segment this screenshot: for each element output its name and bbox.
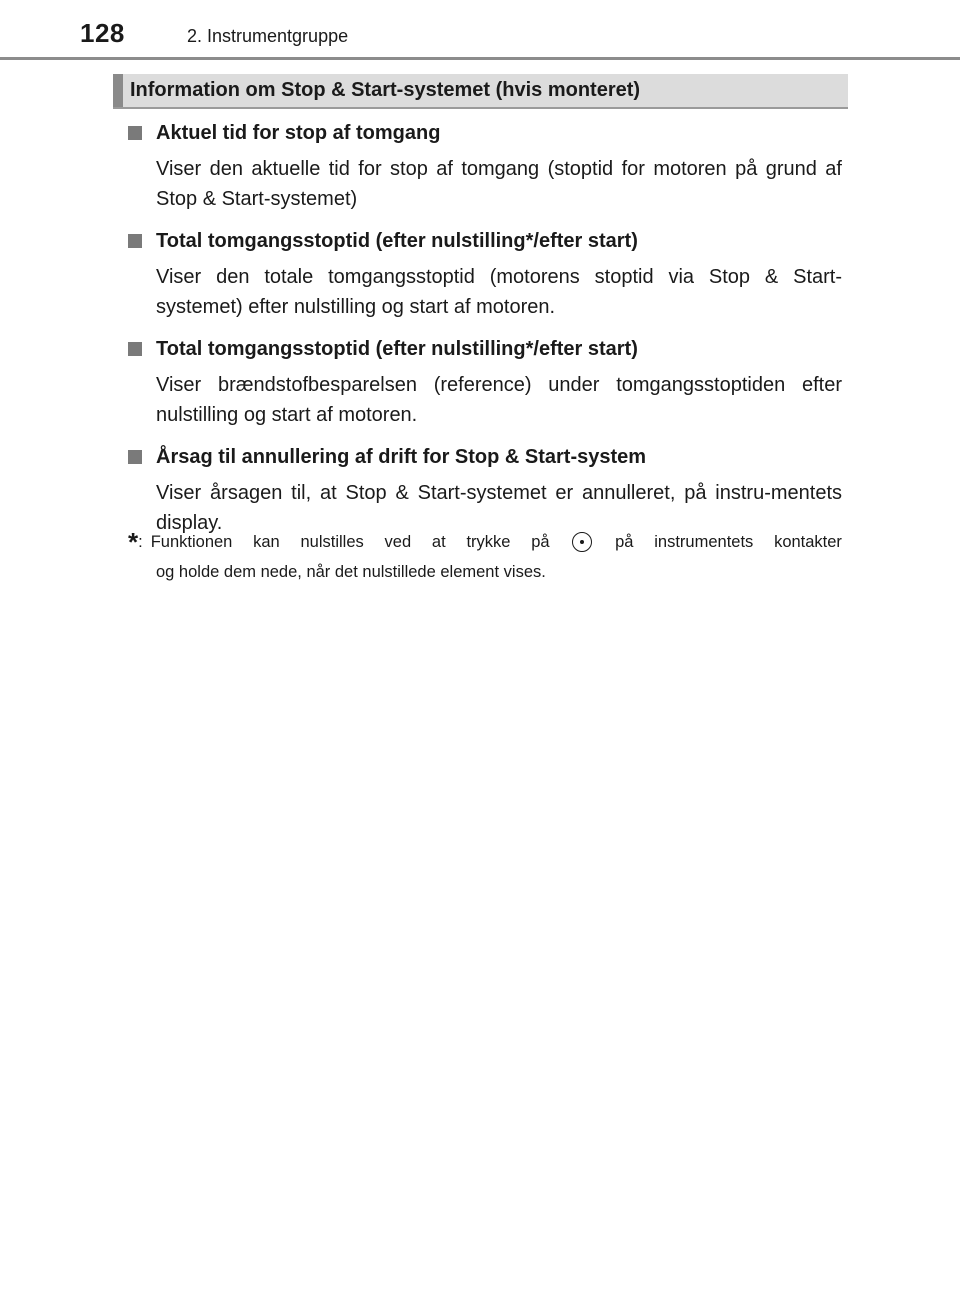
footnote-word: nulstilles (300, 533, 364, 551)
footnote-word: ved (384, 533, 412, 551)
square-bullet-icon (128, 450, 142, 464)
dial-button-icon (572, 532, 592, 552)
square-bullet-icon (128, 234, 142, 248)
entry-heading (128, 118, 842, 148)
entry-heading-text: Årsag til annullering af drift for Stop & Start-system (156, 446, 647, 468)
page-header (0, 0, 960, 60)
page-number: 128 (80, 18, 125, 48)
section-title: Information om Stop & Start-systemet (hvis monteret) (130, 79, 641, 101)
footnote-word: trykke (466, 533, 511, 551)
section-banner (113, 74, 848, 109)
entry-current-idle-stop-time (128, 118, 842, 214)
entry-heading (128, 334, 842, 364)
footnote-asterisk: * (128, 527, 139, 557)
entry-description: Viser årsagen til, at Stop & Start-systemet er annulleret, på instru-mentets display. (156, 482, 842, 534)
footnote-line-2: og holde dem nede, når det nulstillede element vises. (156, 563, 546, 581)
footnote-word: på (531, 533, 550, 551)
footnote-lead (128, 527, 232, 557)
entry-fuel-savings (128, 334, 842, 430)
entry-heading (128, 442, 842, 472)
footnote-word: kan (253, 533, 280, 551)
footnote-word: instrumentets (654, 533, 754, 551)
footnote-word: kontakter (774, 533, 842, 551)
square-bullet-icon (128, 342, 142, 356)
entry-total-idle-stop-time (128, 226, 842, 322)
banner-accent-bar (113, 74, 123, 107)
entry-heading-text: Total tomgangsstoptid (efter nulstilling*/efter start) (156, 230, 638, 252)
footnote (128, 527, 842, 587)
footnote-word: at (431, 533, 446, 551)
entry-description: Viser den totale tomgangsstoptid (motorens stoptid via Stop & Start-systemet) efter nulstilling og start af motoren. (156, 266, 842, 318)
entry-description: Viser den aktuelle tid for stop af tomgang (stoptid for motoren på grund af Stop & Start-systemet) (156, 158, 842, 210)
square-bullet-icon (128, 126, 142, 140)
footnote-line-1 (128, 527, 842, 557)
content (128, 118, 842, 550)
entry-heading-text: Aktuel tid for stop af tomgang (156, 122, 441, 144)
footnote-word: på (615, 533, 634, 551)
entry-description: Viser brændstofbesparelsen (reference) under tomgangsstoptiden efter nulstilling og start af motoren. (156, 374, 842, 426)
entry-heading (128, 226, 842, 256)
header-rule (0, 57, 960, 60)
entry-heading-text: Total tomgangsstoptid (efter nulstilling*/efter start) (156, 338, 638, 360)
chapter-title: 2. Instrumentgruppe (187, 26, 349, 46)
footnote-word: Funktionen (150, 533, 233, 551)
footnote-colon: : (138, 533, 143, 551)
entry-cancellation-reason (128, 442, 842, 538)
